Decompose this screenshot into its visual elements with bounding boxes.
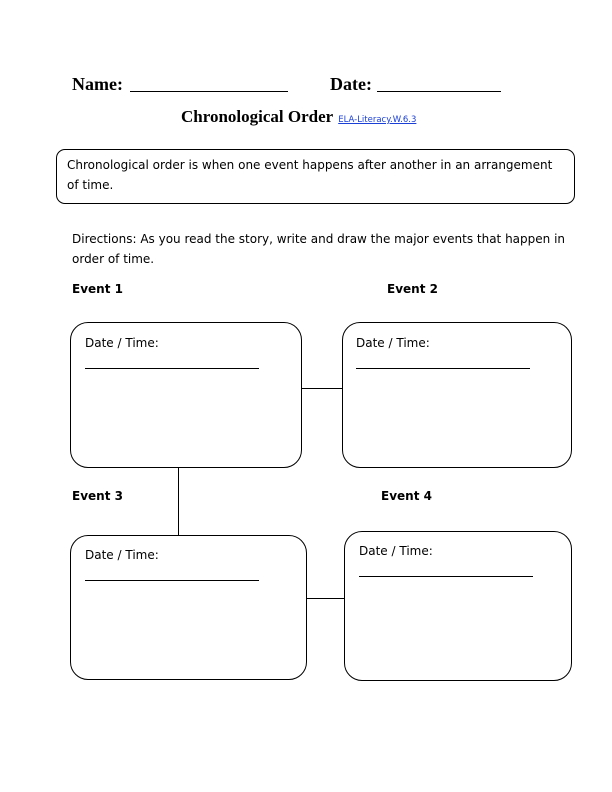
date-label: Date: [330,74,372,94]
event-1-date-time-label: Date / Time: [85,336,159,350]
event-4-box[interactable] [344,531,572,681]
event-2-date-time-label: Date / Time: [356,336,430,350]
title-text: Chronological Order [181,107,334,126]
definition-text: Chronological order is when one event happens after another in an arrangement of time. [67,158,553,192]
connector-2-3 [178,467,179,536]
standard-link[interactable]: ELA-Literacy.W.6.3 [338,115,417,125]
event-3-date-time-field[interactable] [85,580,259,581]
name-label: Name: [72,74,123,94]
connector-1-2 [301,388,343,389]
event-3-box[interactable] [70,535,307,680]
connector-3-4 [306,598,344,599]
page-title [181,107,416,130]
event-2-box[interactable] [342,322,572,468]
event-4-label: Event 4 [381,489,432,503]
date-field[interactable] [377,91,501,92]
event-3-date-time-label: Date / Time: [85,548,159,562]
event-2-label: Event 2 [387,282,438,296]
name-field[interactable] [130,91,288,92]
event-1-date-time-field[interactable] [85,368,259,369]
definition-box [56,149,575,204]
event-1-box[interactable] [70,322,302,468]
directions-text: Directions: As you read the story, write and draw the major events that happen in order of time. [72,232,566,266]
event-4-date-time-label: Date / Time: [359,544,433,558]
event-3-label: Event 3 [72,489,123,503]
event-1-label: Event 1 [72,282,123,296]
event-4-date-time-field[interactable] [359,576,533,577]
event-2-date-time-field[interactable] [356,368,530,369]
